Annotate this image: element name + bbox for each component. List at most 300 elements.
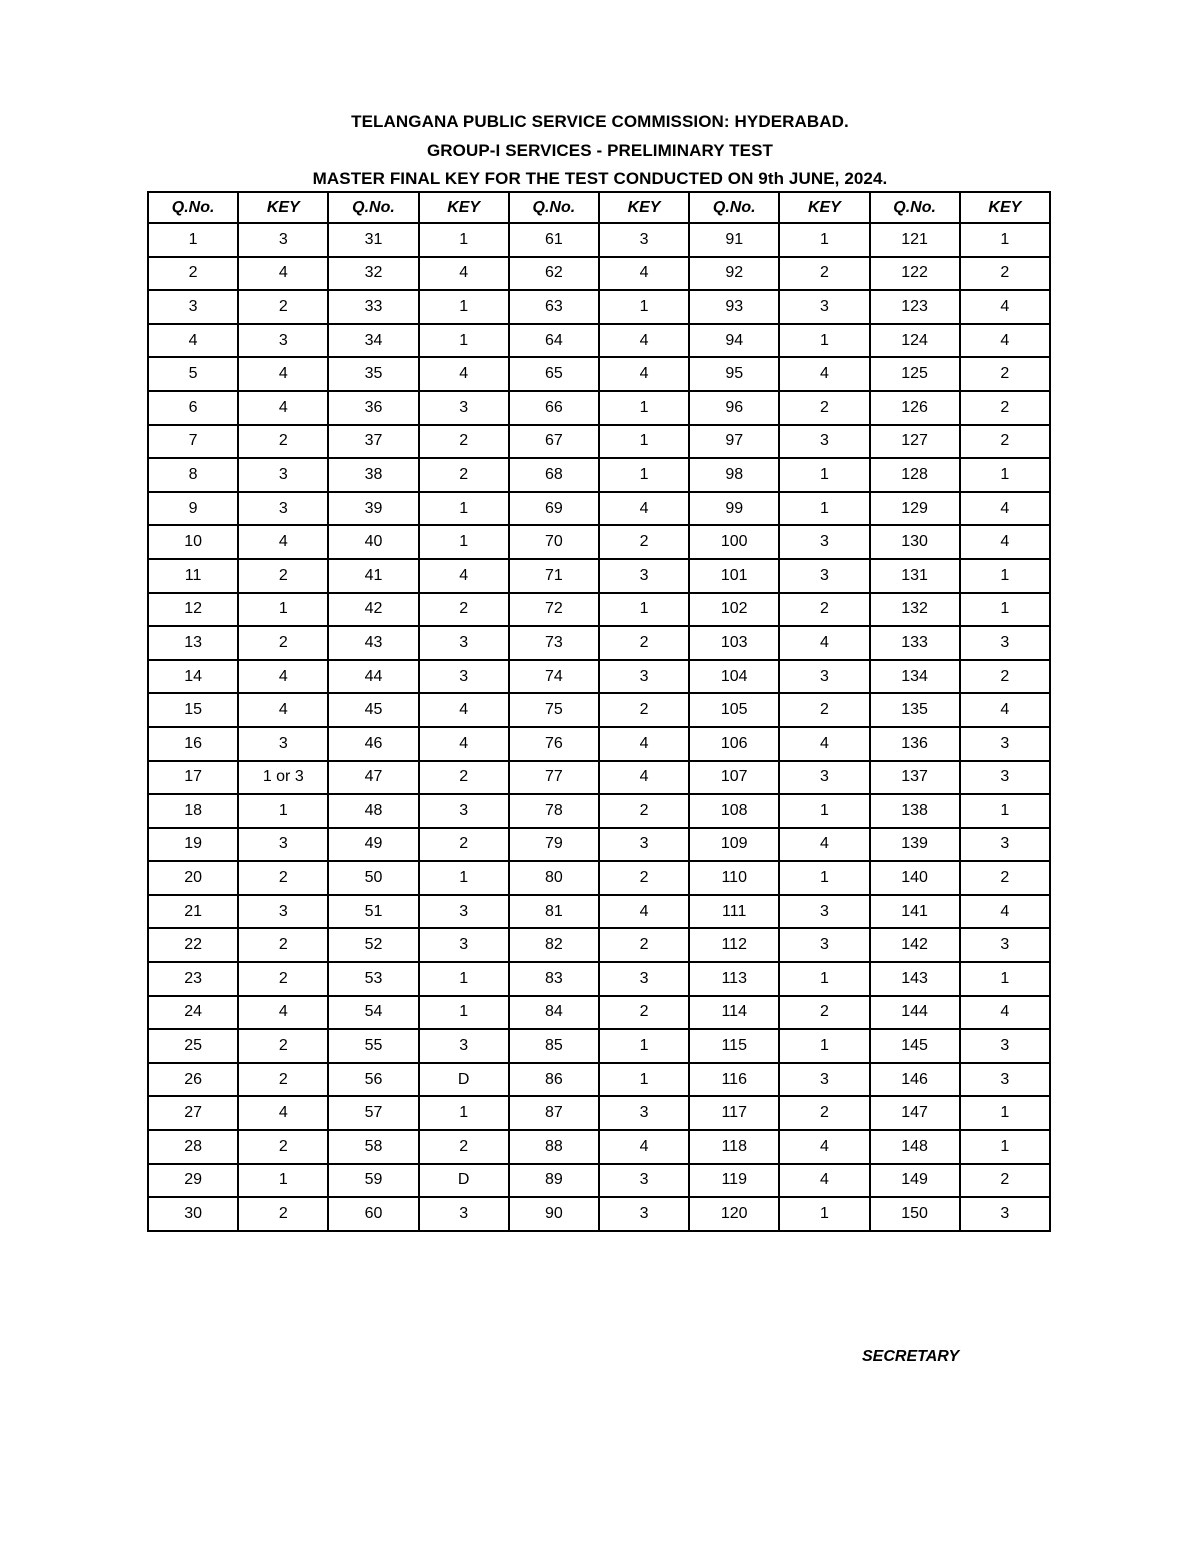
answer-key-cell: 2 (960, 357, 1050, 391)
answer-key-cell: 2 (419, 828, 509, 862)
column-header-qno: Q.No. (509, 192, 599, 223)
question-number-cell: 21 (148, 895, 238, 929)
question-number-cell: 50 (328, 861, 418, 895)
question-number-cell: 138 (870, 794, 960, 828)
answer-key-cell: 3 (599, 1164, 689, 1198)
question-number-cell: 108 (689, 794, 779, 828)
column-header-key: KEY (419, 192, 509, 223)
answer-key-cell: 1 (419, 492, 509, 526)
question-number-cell: 43 (328, 626, 418, 660)
question-number-cell: 19 (148, 828, 238, 862)
question-number-cell: 116 (689, 1063, 779, 1097)
table-row (148, 1164, 1050, 1198)
answer-key-cell: 2 (238, 425, 328, 459)
answer-key-cell: 4 (419, 727, 509, 761)
question-number-cell: 59 (328, 1164, 418, 1198)
answer-key-cell: 3 (238, 895, 328, 929)
question-number-cell: 85 (509, 1029, 599, 1063)
answer-key-cell: 1 (779, 458, 869, 492)
question-number-cell: 88 (509, 1130, 599, 1164)
answer-key-cell: 1 (599, 1063, 689, 1097)
question-number-cell: 31 (328, 223, 418, 257)
table-row (148, 962, 1050, 996)
question-number-cell: 80 (509, 861, 599, 895)
question-number-cell: 123 (870, 290, 960, 324)
answer-key-cell: 4 (599, 357, 689, 391)
question-number-cell: 70 (509, 525, 599, 559)
answer-key-cell: 1 (419, 996, 509, 1030)
question-number-cell: 136 (870, 727, 960, 761)
answer-key-cell: 3 (599, 559, 689, 593)
table-row (148, 861, 1050, 895)
answer-key-cell: 1 (779, 962, 869, 996)
question-number-cell: 86 (509, 1063, 599, 1097)
question-number-cell: 67 (509, 425, 599, 459)
table-row (148, 693, 1050, 727)
question-number-cell: 131 (870, 559, 960, 593)
answer-key-cell: 1 (779, 223, 869, 257)
answer-key-cell: 2 (779, 391, 869, 425)
table-row (148, 257, 1050, 291)
table-row (148, 1063, 1050, 1097)
answer-key-cell: 2 (599, 928, 689, 962)
answer-key-cell: 3 (419, 391, 509, 425)
question-number-cell: 18 (148, 794, 238, 828)
question-number-cell: 13 (148, 626, 238, 660)
header-commission: TELANGANA PUBLIC SERVICE COMMISSION: HYDERABAD. (351, 112, 849, 131)
answer-key-cell: 4 (779, 1130, 869, 1164)
answer-key-cell: 2 (779, 1096, 869, 1130)
question-number-cell: 60 (328, 1197, 418, 1231)
answer-key-cell: 3 (960, 626, 1050, 660)
answer-key-cell: 3 (419, 794, 509, 828)
table-row (148, 391, 1050, 425)
question-number-cell: 79 (509, 828, 599, 862)
table-row (148, 660, 1050, 694)
question-number-cell: 126 (870, 391, 960, 425)
answer-key-cell: 4 (419, 559, 509, 593)
question-number-cell: 109 (689, 828, 779, 862)
answer-key-cell: 3 (599, 1096, 689, 1130)
question-number-cell: 145 (870, 1029, 960, 1063)
answer-key-cell: 1 (960, 223, 1050, 257)
answer-key-cell: 3 (779, 761, 869, 795)
answer-key-cell: 4 (599, 257, 689, 291)
question-number-cell: 101 (689, 559, 779, 593)
question-number-cell: 9 (148, 492, 238, 526)
question-number-cell: 133 (870, 626, 960, 660)
answer-key-cell: 3 (419, 660, 509, 694)
table-body (148, 223, 1050, 1231)
question-number-cell: 143 (870, 962, 960, 996)
question-number-cell: 12 (148, 593, 238, 627)
answer-key-cell: 1 (419, 290, 509, 324)
answer-key-cell: 2 (238, 1063, 328, 1097)
answer-key-cell: 1 (960, 794, 1050, 828)
question-number-cell: 96 (689, 391, 779, 425)
answer-key-cell: 3 (960, 1029, 1050, 1063)
question-number-cell: 102 (689, 593, 779, 627)
question-number-cell: 44 (328, 660, 418, 694)
answer-key-cell: 2 (960, 1164, 1050, 1198)
question-number-cell: 110 (689, 861, 779, 895)
answer-key-cell: 2 (419, 458, 509, 492)
question-number-cell: 119 (689, 1164, 779, 1198)
question-number-cell: 93 (689, 290, 779, 324)
answer-key-cell: 1 (779, 1197, 869, 1231)
question-number-cell: 64 (509, 324, 599, 358)
question-number-cell: 6 (148, 391, 238, 425)
question-number-cell: 20 (148, 861, 238, 895)
question-number-cell: 35 (328, 357, 418, 391)
question-number-cell: 74 (509, 660, 599, 694)
answer-key-cell: 1 (960, 1130, 1050, 1164)
question-number-cell: 45 (328, 693, 418, 727)
question-number-cell: 65 (509, 357, 599, 391)
question-number-cell: 114 (689, 996, 779, 1030)
answer-key-cell: 1 or 3 (238, 761, 328, 795)
answer-key-cell: 1 (779, 1029, 869, 1063)
question-number-cell: 142 (870, 928, 960, 962)
table-header-row (148, 192, 1050, 223)
answer-key-cell: 3 (779, 1063, 869, 1097)
question-number-cell: 46 (328, 727, 418, 761)
question-number-cell: 10 (148, 525, 238, 559)
answer-key-cell: 2 (238, 861, 328, 895)
question-number-cell: 76 (509, 727, 599, 761)
table-row (148, 794, 1050, 828)
question-number-cell: 78 (509, 794, 599, 828)
column-header-qno: Q.No. (870, 192, 960, 223)
question-number-cell: 11 (148, 559, 238, 593)
answer-key-cell: 3 (599, 1197, 689, 1231)
question-number-cell: 137 (870, 761, 960, 795)
question-number-cell: 140 (870, 861, 960, 895)
answer-key-cell: 2 (960, 861, 1050, 895)
question-number-cell: 17 (148, 761, 238, 795)
question-number-cell: 120 (689, 1197, 779, 1231)
answer-key-cell: 3 (419, 626, 509, 660)
answer-key-cell: 4 (960, 693, 1050, 727)
question-number-cell: 72 (509, 593, 599, 627)
question-number-cell: 40 (328, 525, 418, 559)
table-row (148, 324, 1050, 358)
answer-key-table (147, 191, 1051, 1232)
answer-key-cell: 2 (599, 996, 689, 1030)
answer-key-cell: 1 (419, 525, 509, 559)
answer-key-cell: 1 (960, 962, 1050, 996)
question-number-cell: 112 (689, 928, 779, 962)
question-number-cell: 111 (689, 895, 779, 929)
answer-key-cell: 2 (419, 1130, 509, 1164)
question-number-cell: 77 (509, 761, 599, 795)
answer-key-cell: 3 (599, 828, 689, 862)
question-number-cell: 148 (870, 1130, 960, 1164)
answer-key-cell: 2 (238, 626, 328, 660)
question-number-cell: 90 (509, 1197, 599, 1231)
question-number-cell: 53 (328, 962, 418, 996)
answer-key-cell: 4 (238, 1096, 328, 1130)
question-number-cell: 23 (148, 962, 238, 996)
answer-key-cell: 4 (779, 727, 869, 761)
answer-key-cell: 3 (779, 895, 869, 929)
answer-key-cell: 1 (419, 324, 509, 358)
answer-key-cell: 4 (599, 895, 689, 929)
question-number-cell: 28 (148, 1130, 238, 1164)
question-number-cell: 113 (689, 962, 779, 996)
question-number-cell: 8 (148, 458, 238, 492)
answer-key-cell: 2 (238, 1197, 328, 1231)
answer-key-cell: 1 (599, 593, 689, 627)
question-number-cell: 139 (870, 828, 960, 862)
answer-key-cell: 2 (599, 693, 689, 727)
question-number-cell: 30 (148, 1197, 238, 1231)
question-number-cell: 94 (689, 324, 779, 358)
answer-key-cell: 3 (960, 727, 1050, 761)
answer-key-cell: 1 (779, 324, 869, 358)
table-row (148, 1130, 1050, 1164)
column-header-key: KEY (960, 192, 1050, 223)
answer-key-cell: 1 (419, 223, 509, 257)
answer-key-cell: 3 (599, 660, 689, 694)
column-header-qno: Q.No. (148, 192, 238, 223)
question-number-cell: 26 (148, 1063, 238, 1097)
answer-key-cell: 2 (960, 660, 1050, 694)
question-number-cell: 22 (148, 928, 238, 962)
question-number-cell: 51 (328, 895, 418, 929)
answer-key-cell: 4 (960, 525, 1050, 559)
question-number-cell: 42 (328, 593, 418, 627)
answer-key-cell: 1 (960, 593, 1050, 627)
question-number-cell: 128 (870, 458, 960, 492)
question-number-cell: 62 (509, 257, 599, 291)
answer-key-cell: 4 (238, 525, 328, 559)
question-number-cell: 5 (148, 357, 238, 391)
question-number-cell: 81 (509, 895, 599, 929)
question-number-cell: 125 (870, 357, 960, 391)
question-number-cell: 87 (509, 1096, 599, 1130)
table-row (148, 895, 1050, 929)
question-number-cell: 32 (328, 257, 418, 291)
table-row (148, 357, 1050, 391)
answer-key-cell: 2 (960, 257, 1050, 291)
question-number-cell: 150 (870, 1197, 960, 1231)
table-row (148, 727, 1050, 761)
question-number-cell: 56 (328, 1063, 418, 1097)
question-number-cell: 2 (148, 257, 238, 291)
answer-key-cell: D (419, 1164, 509, 1198)
answer-key-cell: 4 (238, 391, 328, 425)
column-header-key: KEY (779, 192, 869, 223)
answer-key-cell: 2 (419, 761, 509, 795)
answer-key-cell: 2 (779, 257, 869, 291)
question-number-cell: 47 (328, 761, 418, 795)
answer-key-cell: 4 (960, 895, 1050, 929)
question-number-cell: 48 (328, 794, 418, 828)
question-number-cell: 33 (328, 290, 418, 324)
answer-key-cell: 4 (779, 626, 869, 660)
answer-key-cell: 4 (599, 492, 689, 526)
question-number-cell: 4 (148, 324, 238, 358)
answer-key-cell: 2 (599, 861, 689, 895)
answer-key-cell: 4 (238, 257, 328, 291)
answer-key-cell: 3 (599, 223, 689, 257)
question-number-cell: 66 (509, 391, 599, 425)
answer-key-cell: 3 (779, 660, 869, 694)
answer-key-cell: 4 (599, 761, 689, 795)
question-number-cell: 117 (689, 1096, 779, 1130)
answer-key-cell: 1 (599, 391, 689, 425)
question-number-cell: 1 (148, 223, 238, 257)
question-number-cell: 115 (689, 1029, 779, 1063)
question-number-cell: 134 (870, 660, 960, 694)
table-row (148, 996, 1050, 1030)
answer-key-cell: 1 (419, 962, 509, 996)
question-number-cell: 49 (328, 828, 418, 862)
answer-key-cell: 4 (960, 996, 1050, 1030)
table-row (148, 492, 1050, 526)
table-row (148, 290, 1050, 324)
column-header-key: KEY (238, 192, 328, 223)
table-row (148, 223, 1050, 257)
question-number-cell: 36 (328, 391, 418, 425)
answer-key-cell: 1 (779, 861, 869, 895)
answer-key-cell: 4 (960, 492, 1050, 526)
answer-key-cell: 4 (599, 1130, 689, 1164)
table-row (148, 1197, 1050, 1231)
answer-key-cell: 2 (238, 962, 328, 996)
answer-key-cell: 1 (419, 1096, 509, 1130)
answer-key-cell: 3 (419, 895, 509, 929)
question-number-cell: 135 (870, 693, 960, 727)
answer-key-cell: 2 (960, 391, 1050, 425)
answer-key-cell: 3 (779, 425, 869, 459)
table-row (148, 593, 1050, 627)
answer-key-cell: 3 (419, 1197, 509, 1231)
table-row (148, 458, 1050, 492)
table-row (148, 425, 1050, 459)
question-number-cell: 75 (509, 693, 599, 727)
answer-key-cell: 1 (779, 794, 869, 828)
question-number-cell: 104 (689, 660, 779, 694)
answer-key-cell: 1 (419, 861, 509, 895)
question-number-cell: 73 (509, 626, 599, 660)
answer-key-cell: 2 (779, 996, 869, 1030)
table-row (148, 525, 1050, 559)
header-title: MASTER FINAL KEY FOR THE TEST CONDUCTED ON 9th JUNE, 2024. (312, 169, 888, 188)
answer-key-cell: D (419, 1063, 509, 1097)
column-header-qno: Q.No. (328, 192, 418, 223)
answer-key-cell: 1 (238, 794, 328, 828)
question-number-cell: 124 (870, 324, 960, 358)
answer-key-cell: 4 (599, 324, 689, 358)
answer-key-cell: 3 (779, 525, 869, 559)
question-number-cell: 54 (328, 996, 418, 1030)
answer-key-cell: 3 (960, 1063, 1050, 1097)
question-number-cell: 141 (870, 895, 960, 929)
question-number-cell: 29 (148, 1164, 238, 1198)
answer-key-cell: 4 (238, 996, 328, 1030)
answer-key-cell: 1 (238, 593, 328, 627)
answer-key-cell: 3 (238, 828, 328, 862)
question-number-cell: 39 (328, 492, 418, 526)
question-number-cell: 129 (870, 492, 960, 526)
question-number-cell: 34 (328, 324, 418, 358)
question-number-cell: 118 (689, 1130, 779, 1164)
answer-key-cell: 3 (960, 928, 1050, 962)
question-number-cell: 7 (148, 425, 238, 459)
signature-secretary: SECRETARY (862, 1348, 960, 1365)
column-header-key: KEY (599, 192, 689, 223)
table-row (148, 828, 1050, 862)
answer-key-cell: 3 (599, 962, 689, 996)
answer-key-cell: 2 (779, 693, 869, 727)
answer-key-cell: 3 (238, 492, 328, 526)
answer-key-cell: 2 (238, 290, 328, 324)
question-number-cell: 144 (870, 996, 960, 1030)
question-number-cell: 99 (689, 492, 779, 526)
question-number-cell: 83 (509, 962, 599, 996)
answer-key-cell: 3 (779, 559, 869, 593)
answer-key-cell: 2 (238, 559, 328, 593)
question-number-cell: 41 (328, 559, 418, 593)
answer-key-cell: 3 (419, 1029, 509, 1063)
question-number-cell: 16 (148, 727, 238, 761)
question-number-cell: 15 (148, 693, 238, 727)
answer-key-cell: 1 (960, 559, 1050, 593)
answer-key-cell: 2 (238, 1029, 328, 1063)
question-number-cell: 107 (689, 761, 779, 795)
question-number-cell: 98 (689, 458, 779, 492)
question-number-cell: 106 (689, 727, 779, 761)
header-services: GROUP-I SERVICES - PRELIMINARY TEST (426, 140, 774, 160)
question-number-cell: 52 (328, 928, 418, 962)
question-number-cell: 27 (148, 1096, 238, 1130)
answer-key-cell: 1 (960, 1096, 1050, 1130)
question-number-cell: 103 (689, 626, 779, 660)
answer-key-cell: 1 (599, 290, 689, 324)
question-number-cell: 147 (870, 1096, 960, 1130)
answer-key-cell: 3 (238, 458, 328, 492)
answer-key-cell: 2 (779, 593, 869, 627)
question-number-cell: 63 (509, 290, 599, 324)
question-number-cell: 146 (870, 1063, 960, 1097)
answer-key-cell: 1 (779, 492, 869, 526)
answer-key-cell: 2 (599, 626, 689, 660)
question-number-cell: 121 (870, 223, 960, 257)
answer-key-cell: 2 (960, 425, 1050, 459)
question-number-cell: 100 (689, 525, 779, 559)
answer-key-cell: 4 (419, 257, 509, 291)
question-number-cell: 61 (509, 223, 599, 257)
answer-key-cell: 2 (419, 425, 509, 459)
table-row (148, 928, 1050, 962)
answer-key-cell: 2 (599, 525, 689, 559)
question-number-cell: 132 (870, 593, 960, 627)
answer-key-cell: 3 (779, 290, 869, 324)
column-header-qno: Q.No. (689, 192, 779, 223)
question-number-cell: 57 (328, 1096, 418, 1130)
answer-key-cell: 4 (238, 660, 328, 694)
question-number-cell: 97 (689, 425, 779, 459)
document-header (0, 108, 1200, 194)
question-number-cell: 3 (148, 290, 238, 324)
answer-key-cell: 4 (960, 324, 1050, 358)
question-number-cell: 69 (509, 492, 599, 526)
answer-key-cell: 3 (960, 761, 1050, 795)
answer-key-cell: 4 (960, 290, 1050, 324)
question-number-cell: 82 (509, 928, 599, 962)
